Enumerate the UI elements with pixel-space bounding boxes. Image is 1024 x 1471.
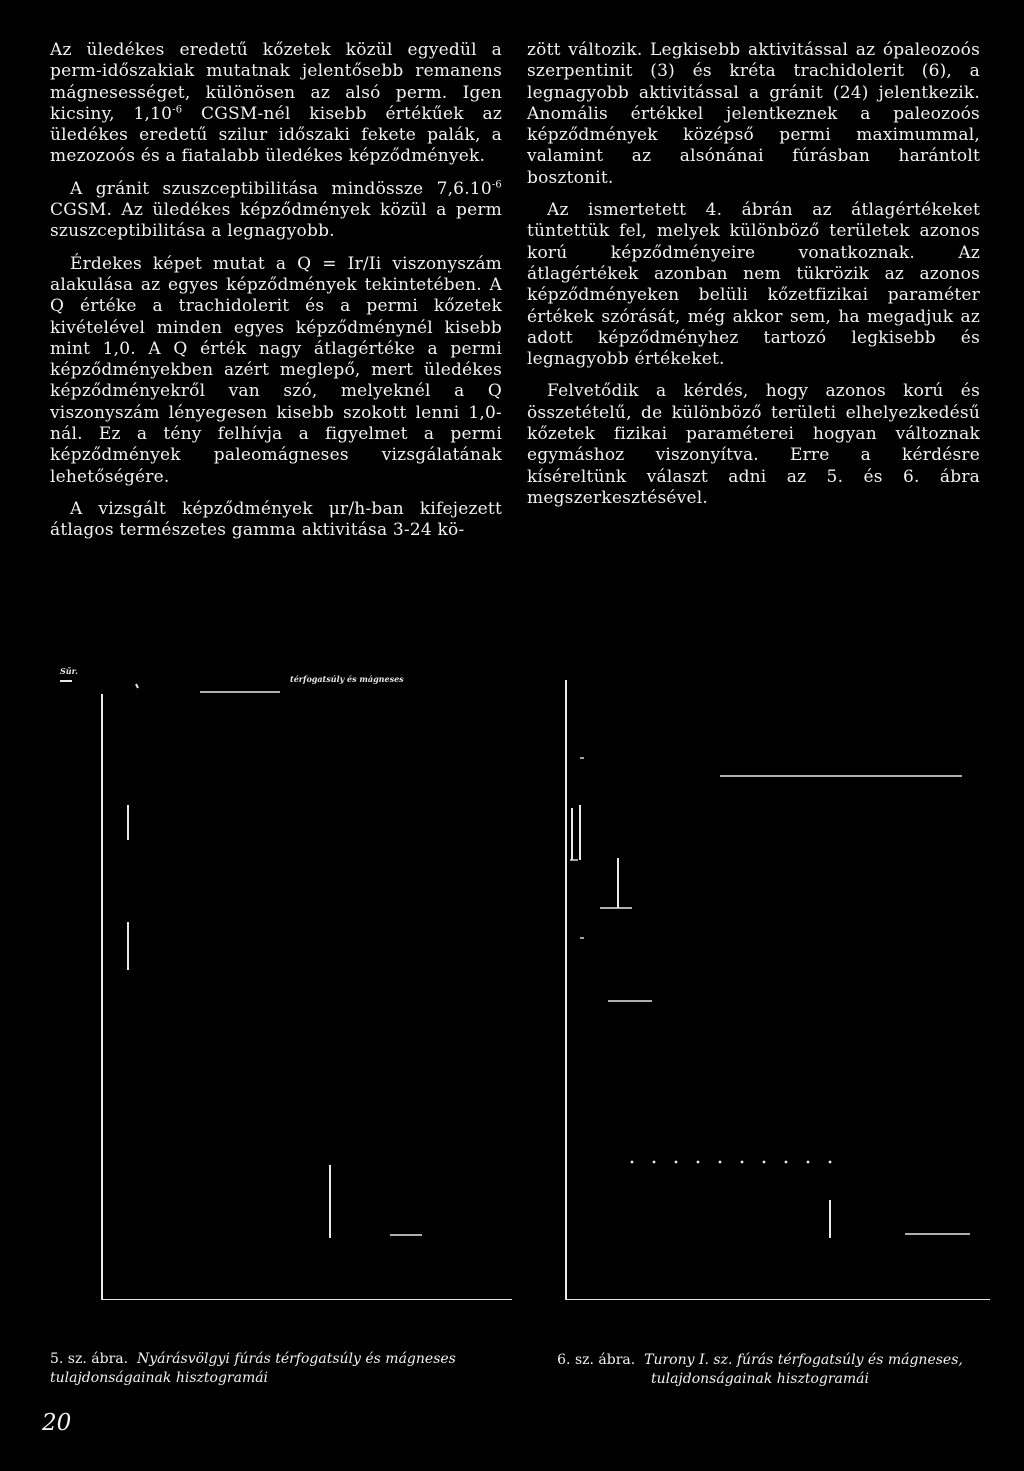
figure-5-header-label: térfogatsúly és mágneses: [290, 674, 404, 684]
figure-6-dot: [675, 1161, 678, 1164]
figure-6-dot: [829, 1161, 832, 1164]
figure-6-dot: [697, 1161, 700, 1164]
figure-5-corner-label: Sűr.: [60, 666, 78, 676]
right-paragraph-1: zött változik. Legkisebb aktivitással az ópaleozoós szerpentinit (3) és kréta trachidolerit (6), a legnagyobb aktivitással a gránit (24) jelentkezik. Anomális értékkel jelentkeznek a paleozoós képződmények középső permi maximummal, valamint az alsónánai fúrásban harántolt bosztonit.: [527, 40, 980, 188]
figure-5-caption: 5. sz. ábra. Nyárásvölgyi fúrás térfogatsúly és mágneses tulajdonságainak hisztogramái: [50, 1351, 456, 1386]
figure-6-dotted-scale: [631, 1161, 832, 1164]
figure-6-caption: 6. sz. ábra. Turony I. sz. fúrás térfogatsúly és mágneses, tulajdonságainak hisztogramái: [557, 1352, 963, 1387]
left-paragraph-2: A gránit szuszceptibilitása mindössze $7,6.10^{-6}$ CGSM. Az üledékes képződmények közül a perm szuszceptibilitása a legnagyobb.: [50, 178, 502, 242]
page-number: 20: [42, 1410, 72, 1436]
figure-6-dot: [785, 1161, 788, 1164]
left-paragraph-1: Az üledékes eredetű kőzetek közül egyedül a perm-időszakiak mutatnak jelentősebb remanens mágnesességet, különösen az alsó perm. Igen kicsiny, $1,10^{-6}$ CGSM-nél kisebb értékűek az üledékes eredetű szilur időszaki fekete palák, a mezozoós és a fiatalabb üledékes képződmények.: [50, 40, 502, 167]
figure-5-histograms: [50, 660, 512, 1300]
right-text-column: [527, 40, 980, 520]
figure-5-corner-mark: [60, 680, 72, 682]
figure-6-dot: [719, 1161, 722, 1164]
left-text-column: [50, 40, 502, 553]
right-paragraph-2: Az ismertetett 4. ábrán az átlagértékeket tüntettük fel, melyek különböző területek azonos korú képződményeire vonatkoznak. Az átlagértékek azonban nem tükrözik az azonos képződményeken belüli kőzetfizikai paraméter értékek szórását, még akkor sem, ha megadjuk az adott képződményhez tartozó legkisebb és legnagyobb értékeket.: [527, 200, 980, 370]
figure-6-histograms: [540, 660, 990, 1300]
figure-6-dot: [741, 1161, 744, 1164]
left-paragraph-3: Érdekes képet mutat a Q = Ir/Ii viszonyszám alakulása az egyes képződmények tekintetében. A Q értéke a trachidolerit és a permi kőzetek kivételével minden egyes képződménynél kisebb mint 1,0. A Q érték nagy átlagértéke a permi képződményekben azért meglepő, mert üledékes képződményekről van szó, melyeknél a Q viszonyszám lényegesen kisebb szokott lenni 1,0-nál. Ez a tény felhívja a figyelmet a permi képződmények paleomágneses vizsgálatának lehetőségére.: [50, 253, 502, 487]
figure-5-small-mark: [136, 684, 138, 688]
left-paragraph-4: A vizsgált képződmények μr/h-ban kifejezett átlagos természetes gamma aktivitása 3-24 kö-: [50, 498, 502, 541]
right-paragraph-3: Felvetődik a kérdés, hogy azonos korú és összetételű, de különböző területi elhelyezkedésű kőzetek fizikai paraméterei hogyan változnak egymáshoz viszonyítva. Erre a kérdésre kíséreltünk választ adni az 5. és 6. ábra megszerkesztésével.: [527, 381, 980, 508]
figure-6-dot: [807, 1161, 810, 1164]
figure-6-dot: [653, 1161, 656, 1164]
figure-6-dot: [631, 1161, 634, 1164]
figure-6-dot: [763, 1161, 766, 1164]
